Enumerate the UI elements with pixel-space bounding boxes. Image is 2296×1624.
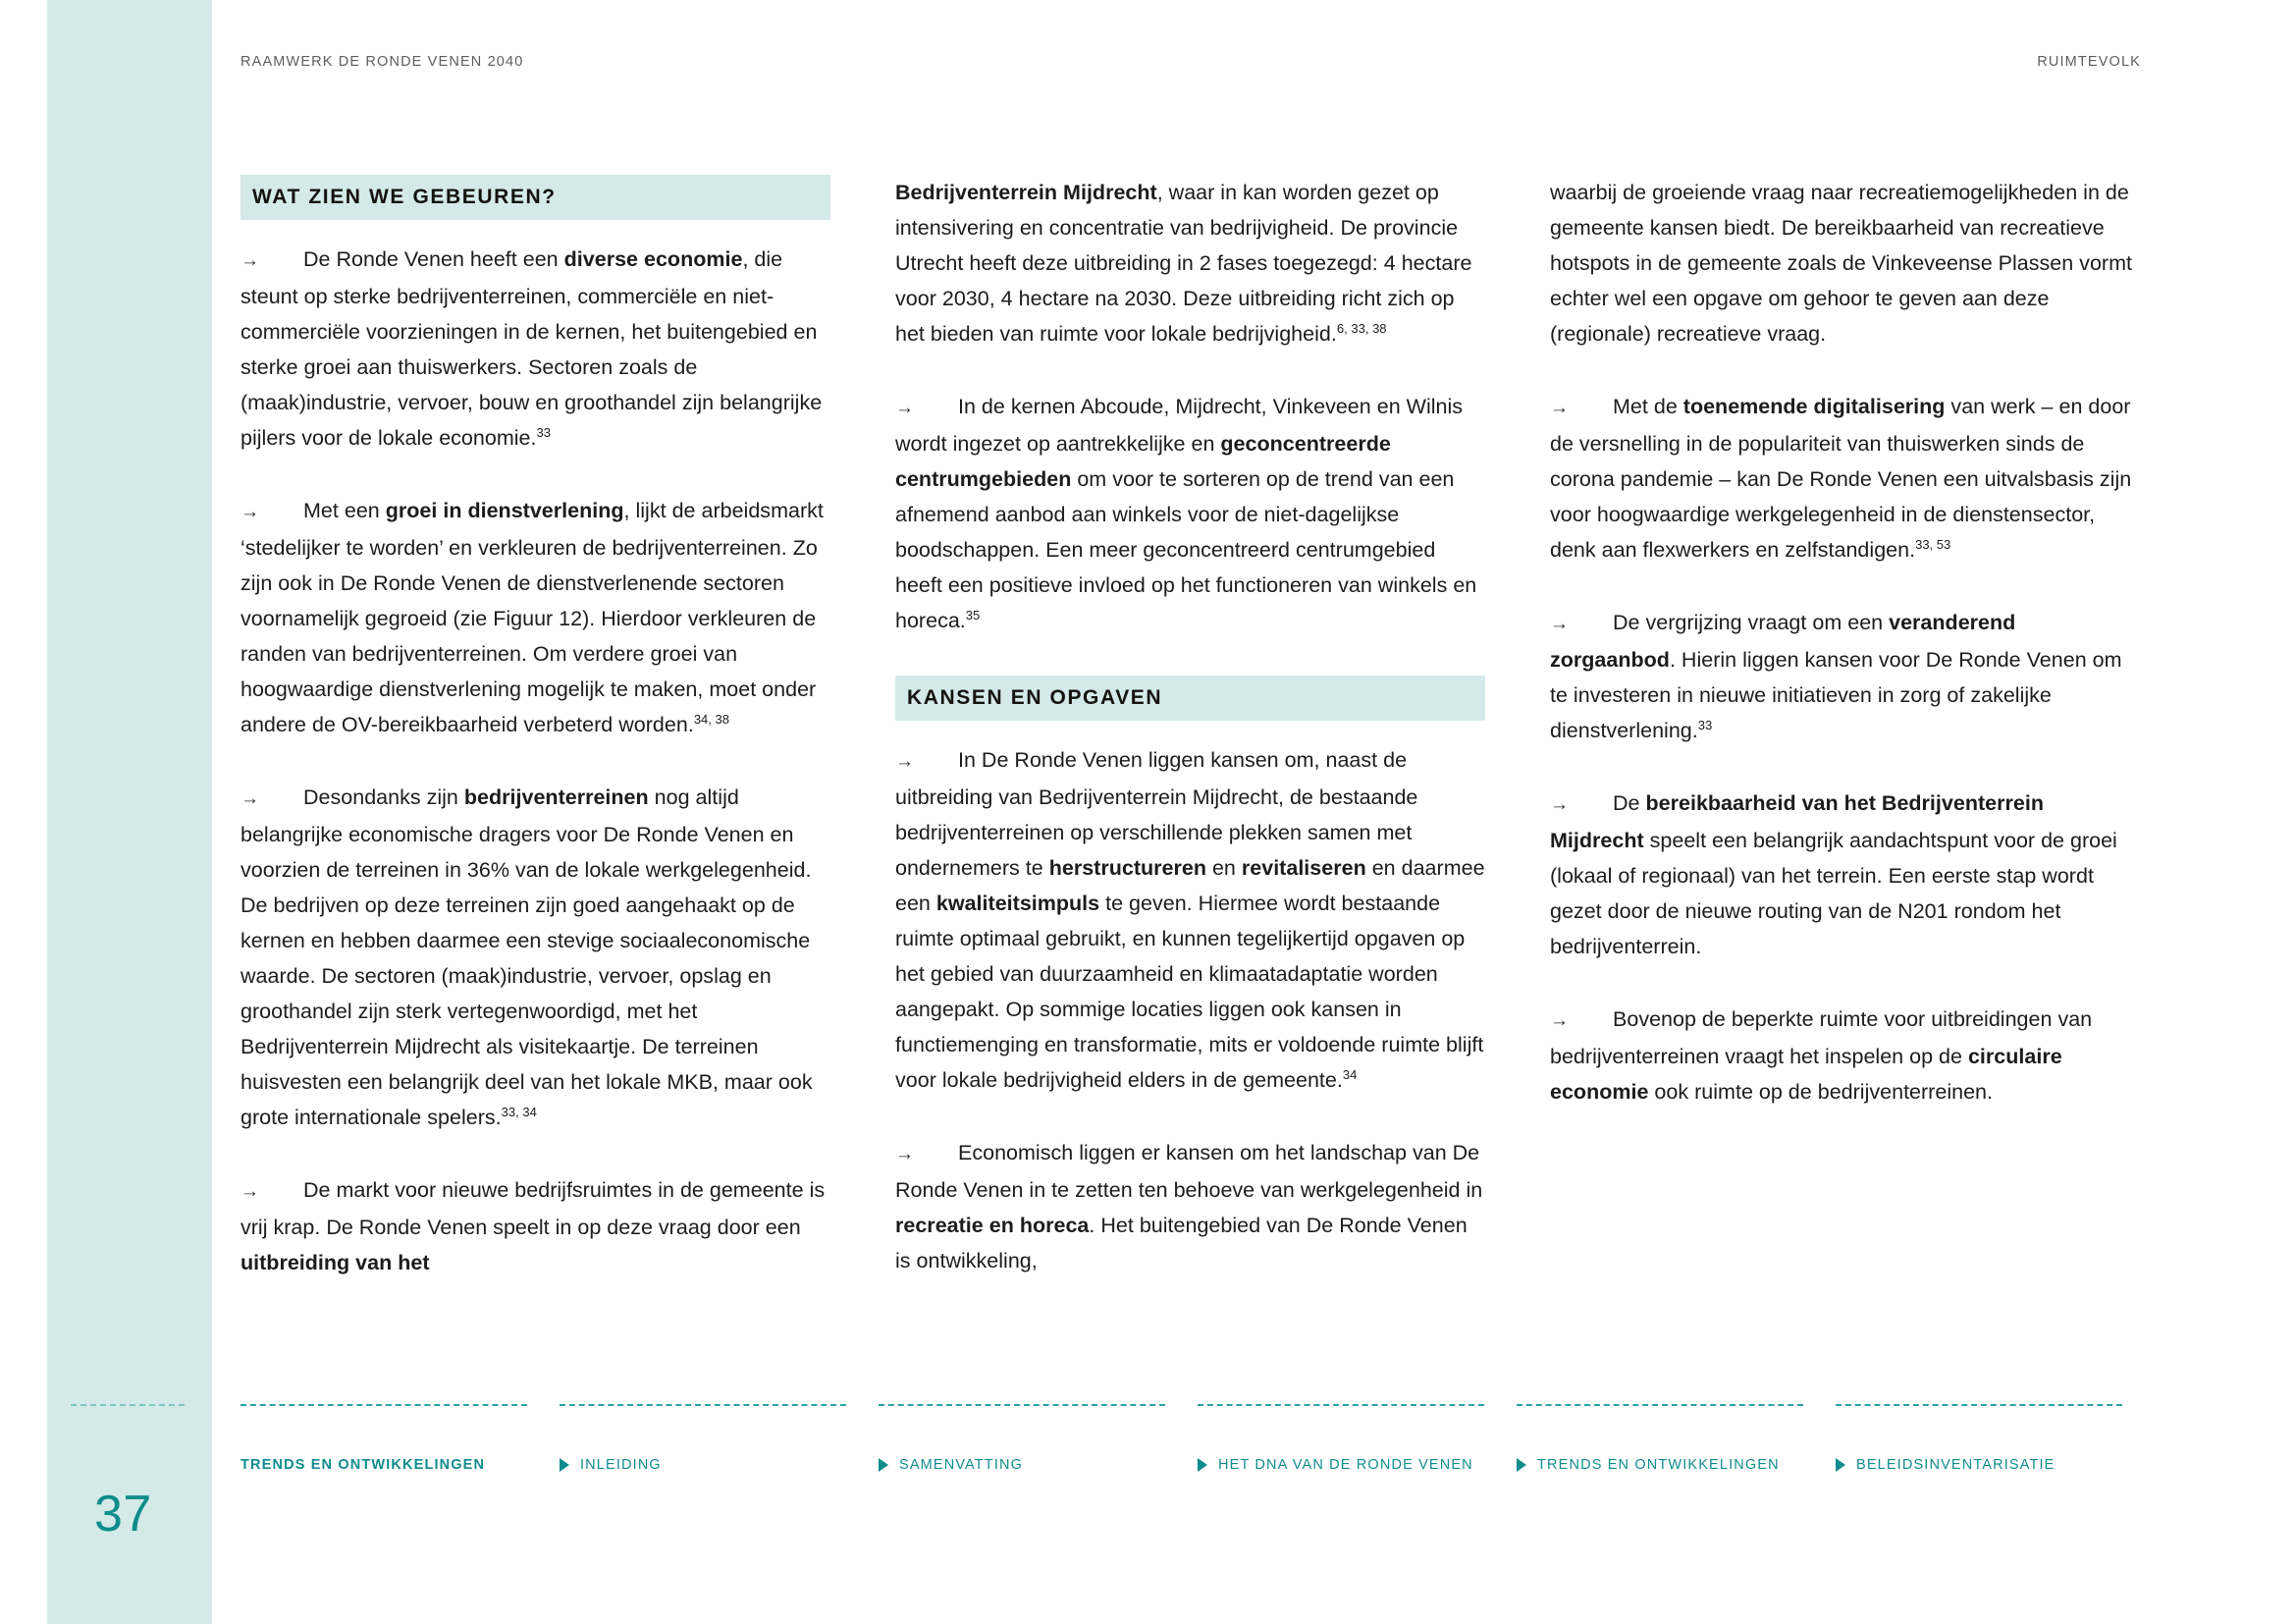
text-bold: groei in dienstverlening <box>385 499 624 522</box>
arrow-marker-icon: → <box>1550 398 1570 418</box>
paragraph-c3-p4 <box>1550 785 2140 964</box>
text-bold: toenemende digitalisering <box>1682 395 1946 418</box>
text-rest: , lijkt de arbeidsmarkt ‘stedelijker te worden’ en verkleuren de bedrijventerreinen. Zo zijn ook in De Ronde Venen de dienstverlenende sectoren voornamelijk gegroeid (zie Figuur 12). Hierdoor verkleuren de randen van bedrijventerreinen. Om verdere groei van hoogwaardige dienstverlening mogelijk te maken, moet onder andere de OV-bereikbaarheid verbeterd worden. <box>240 499 824 736</box>
text-bold: diverse economie <box>563 247 743 271</box>
arrow-marker-icon: → <box>240 1181 260 1202</box>
text-bold: circulaire economie <box>1550 1045 2062 1104</box>
arrow-marker-icon: → <box>240 250 260 271</box>
paragraph-c3-p2 <box>1550 389 2140 568</box>
caret-right-icon <box>1198 1458 1207 1472</box>
paragraph-c2-p2 <box>895 389 1485 638</box>
footer-nav-label: TRENDS EN ONTWIKKELINGEN <box>240 1457 486 1473</box>
footer-nav-item-trends-en-ontwikkelingen[interactable] <box>1517 1457 1780 1473</box>
footnote-ref: 33, 53 <box>1915 536 1951 552</box>
text-lead: Met een <box>303 499 386 522</box>
text-mid-2: en daarmee een <box>895 856 1485 915</box>
footer-rule-1 <box>240 1404 527 1406</box>
text-lead: De <box>1613 791 1646 815</box>
paragraph-c2-p1 <box>895 175 1485 352</box>
section-banner-kansen-en-opgaven <box>895 676 1485 721</box>
text-mid: en <box>1205 856 1242 880</box>
text-rest: van werk – en door de versnelling in de populariteit van thuiswerken sinds de corona pandemie – kan De Ronde Venen een uitvalsbasis zijn voor hoogwaardige werkgelegenheid in de dienstensector, denk aan flexwerkers en zelfstandigen. <box>1550 395 2132 562</box>
arrow-marker-icon: → <box>1550 614 1570 634</box>
caret-right-icon <box>1517 1458 1526 1472</box>
text-lead: Desondanks zijn <box>303 785 464 809</box>
arrow-marker-icon: → <box>1550 794 1570 815</box>
caret-right-icon <box>1836 1458 1845 1472</box>
arrow-marker-icon: → <box>895 398 915 418</box>
running-head-right: RUIMTEVOLK <box>2037 54 2141 70</box>
caret-right-icon <box>560 1458 569 1472</box>
page-number: 37 <box>94 1486 152 1543</box>
paragraph-c2-p4 <box>895 1135 1485 1278</box>
footer-nav-item-trends-en-ontwikkelingen-current[interactable] <box>240 1457 485 1473</box>
footer-nav-item-samenvatting[interactable] <box>879 1457 1023 1473</box>
footer-nav-item-het-dna-van-de-ronde-venen[interactable] <box>1198 1457 1473 1473</box>
section-banner-label: KANSEN EN OPGAVEN <box>907 686 1163 709</box>
section-banner-wat-zien-we-gebeuren <box>240 175 830 220</box>
text-lead: De markt voor nieuwe bedrijfsruimtes in de gemeente is vrij krap. De Ronde Venen speelt in op deze vraag door een <box>240 1178 826 1239</box>
footer-navigation <box>0 1404 2296 1624</box>
column-one <box>240 175 830 1280</box>
footnote-ref: 34, 38 <box>693 711 730 727</box>
text-rest: . Het buitengebied van De Ronde Venen is ontwikkeling, <box>895 1214 1468 1272</box>
arrow-marker-icon: → <box>240 502 260 522</box>
text-rest: ook ruimte op de bedrijventerreinen. <box>1648 1080 1993 1104</box>
text-bold: recreatie en horeca <box>895 1214 1090 1237</box>
footer-nav-item-inleiding[interactable] <box>560 1457 662 1473</box>
arrow-marker-icon: → <box>1550 1010 1570 1031</box>
footer-rule-2 <box>560 1404 846 1406</box>
arrow-marker-icon: → <box>895 751 915 772</box>
footnote-ref: 35 <box>965 607 981 623</box>
left-edge-band <box>47 0 219 1624</box>
text-rest: om voor te sorteren op de trend van een afnemend aanbod aan winkels voor de niet-dagelijkse boodschappen. Een meer geconcentreerd centrumgebied heeft een positieve invloed op het functioneren van winkels en horeca. <box>895 467 1477 632</box>
paragraph-c2-p3 <box>895 742 1485 1098</box>
text-bold: Bedrijventerrein Mijdrecht <box>895 181 1157 204</box>
text-bold: herstructureren <box>1048 856 1206 880</box>
page-footer <box>0 1404 2296 1624</box>
column-three <box>1550 175 2140 1280</box>
footer-rule-5 <box>1517 1404 1803 1406</box>
paragraph-c1-p2 <box>240 493 830 742</box>
footer-rule-3 <box>879 1404 1165 1406</box>
footer-rule-4 <box>1198 1404 1484 1406</box>
text-rest: . Hierin liggen kansen voor De Ronde Venen om te investeren in nieuwe initiatieven in zorg of zakelijke dienstverlening. <box>1550 648 2122 742</box>
text-bold-2: revitaliseren <box>1241 856 1366 880</box>
footnote-ref: 33, 34 <box>501 1104 537 1119</box>
text-lead: In De Ronde Venen liggen kansen om, naast de uitbreiding van Bedrijventerrein Mijdrecht, de bestaande bedrijventerreinen op verschillende plekken samen met ondernemers te <box>895 748 1418 880</box>
text-rest: te geven. Hiermee wordt bestaande ruimte optimaal gebruikt, en kunnen tegelijkertijd opgaven op het gebied van duurzaamheid en klimaatadaptatie worden aangepakt. Op sommige locaties liggen ook kansen in functiemenging en transformatie, mits er voldoende ruimte blijft voor lokale bedrijvigheid elders in de gemeente. <box>895 892 1484 1092</box>
text-lead: Met de <box>1613 395 1683 418</box>
footnote-ref: 33 <box>1697 717 1713 732</box>
footer-nav-label: SAMENVATTING <box>899 1457 1024 1473</box>
text-bold: uitbreiding van het <box>240 1251 430 1274</box>
paragraph-c1-p1 <box>240 242 830 456</box>
paragraph-c3-p5 <box>1550 1001 2140 1110</box>
text-bold: bereikbaarheid van het Bedrijventerrein Mijdrecht <box>1550 791 2044 852</box>
footer-nav-label: HET DNA VAN DE RONDE VENEN <box>1218 1457 1473 1473</box>
footnote-ref: 34 <box>1342 1066 1358 1082</box>
text-columns <box>240 175 2140 1280</box>
caret-right-icon <box>879 1458 888 1472</box>
paragraph-c3-p1 <box>1550 175 2140 352</box>
paragraph-c3-p3 <box>1550 605 2140 748</box>
text-rest: speelt een belangrijk aandachtspunt voor de groei (lokaal of regionaal) van het terrein. Een eerste stap wordt gezet door de nieuwe routing van de N201 rondom het bedrijventerrein. <box>1550 829 2117 958</box>
footer-nav-item-beleidsinventarisatie[interactable] <box>1836 1457 2056 1473</box>
running-head-left: RAAMWERK DE RONDE VENEN 2040 <box>240 54 524 70</box>
footer-nav-label: BELEIDSINVENTARISATIE <box>1856 1457 2056 1473</box>
column-two <box>895 175 1485 1280</box>
text-bold: geconcentreerde centrumgebieden <box>895 432 1391 491</box>
text-lead: waarbij de groeiende vraag naar recreatiemogelijkheden in de gemeente kansen biedt. De bereikbaarheid van recreatieve hotspots in de gemeente zoals de Vinkeveense Plassen vormt echter wel een opgave om gehoor te geven aan deze (regionale) recreatieve vraag. <box>1550 181 2132 346</box>
footnote-ref: 33 <box>536 424 551 440</box>
footer-rule-6 <box>1836 1404 2122 1406</box>
text-bold-3: kwaliteitsimpuls <box>935 892 1100 915</box>
text-rest: , die steunt op sterke bedrijventerreinen, commerciële en niet-commerciële voorzieningen in de kernen, het buitengebied en sterke groei aan thuiswerkers. Sectoren zoals de (maak)industrie, vervoer, bouw en groothandel zijn belangrijke pijlers voor de lokale economie. <box>240 247 823 450</box>
arrow-marker-icon: → <box>895 1144 915 1164</box>
text-rest: nog altijd belangrijke economische dragers voor De Ronde Venen en voorzien de terreinen in 36% van de lokale werkgelegenheid. De bedrijven op deze terreinen zijn goed aangehaakt op de kernen en hebben daarmee een stevige sociaaleconomische waarde. De sectoren (maak)industrie, vervoer, opslag en groothandel zijn sterk vertegenwoordigd, met het Bedrijventerrein Mijdrecht als visitekaartje. De terreinen huisvesten een belangrijk deel van het lokale MKB, maar ook grote internationale spelers. <box>240 785 813 1129</box>
text-lead: De Ronde Venen heeft een <box>303 247 564 271</box>
footnote-ref: 6, 33, 38 <box>1336 320 1387 336</box>
text-bold: bedrijventerreinen <box>463 785 649 809</box>
arrow-marker-icon: → <box>240 788 260 809</box>
paragraph-c1-p3 <box>240 780 830 1135</box>
text-lead: Bovenop de beperkte ruimte voor uitbreidingen van bedrijventerreinen vraagt het inspelen op de <box>1550 1007 2093 1068</box>
text-bold: veranderend zorgaanbod <box>1550 611 2016 672</box>
text-lead: Economisch liggen er kansen om het landschap van De Ronde Venen in te zetten ten behoeve van werkgelegenheid in <box>895 1141 1483 1202</box>
text-rest: , waar in kan worden gezet op intensivering en concentratie van bedrijvigheid. De provincie Utrecht heeft deze uitbreiding in 2 fases toegezegd: 4 hectare voor 2030, 4 hectare na 2030. Deze uitbreiding richt zich op het bieden van ruimte voor lokale bedrijvigheid. <box>895 181 1472 346</box>
paragraph-c1-p4 <box>240 1172 830 1280</box>
footer-nav-label: INLEIDING <box>580 1457 662 1473</box>
footer-nav-label: TRENDS EN ONTWIKKELINGEN <box>1537 1457 1780 1473</box>
section-banner-label: WAT ZIEN WE GEBEUREN? <box>252 186 557 208</box>
text-lead: De vergrijzing vraagt om een <box>1613 611 1890 634</box>
text-lead: In de kernen Abcoude, Mijdrecht, Vinkeveen en Wilnis wordt ingezet op aantrekkelijke en <box>895 395 1464 456</box>
left-band-gap <box>212 0 219 1624</box>
